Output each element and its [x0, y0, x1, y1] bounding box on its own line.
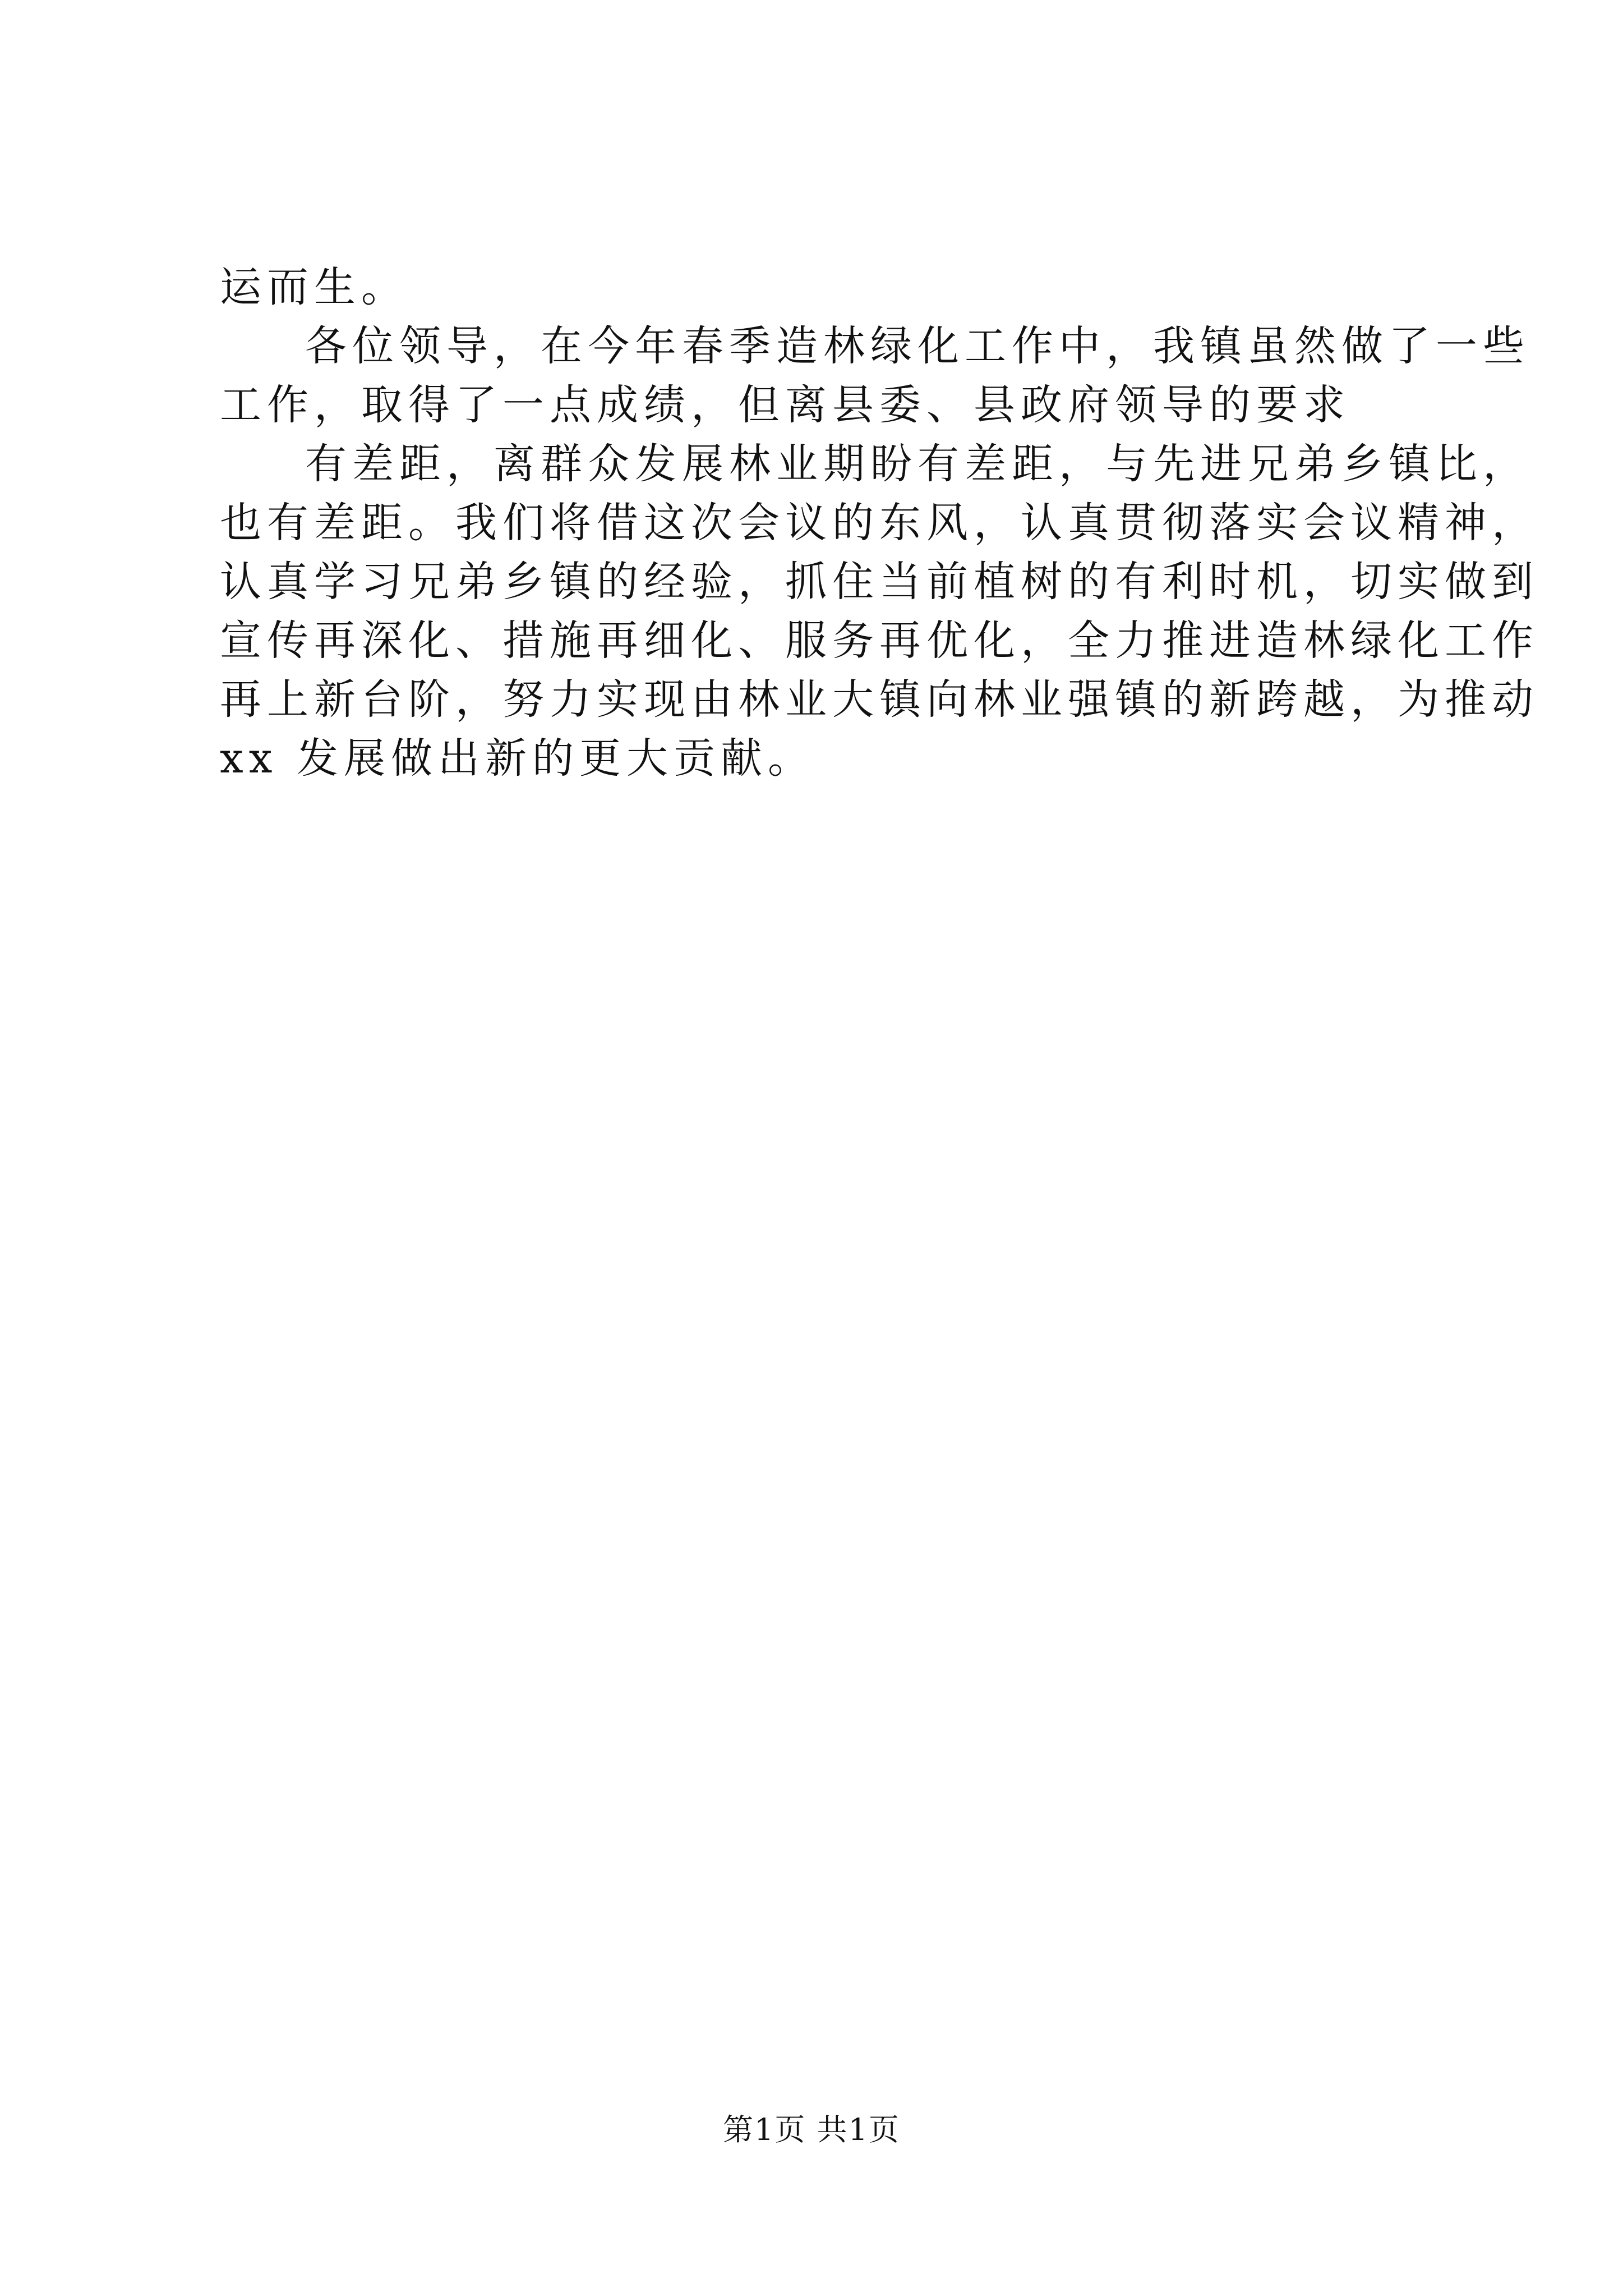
text-line: xx 发展做出新的更大贡献。: [220, 734, 815, 783]
text-line: 运而生。: [220, 263, 408, 311]
document-body: [220, 258, 1539, 788]
text-line: 认真学习兄弟乡镇的经验，抓住当前植树的有利时机，切实做到: [220, 558, 1539, 606]
text-line: 工作，取得了一点成绩，但离县委、县政府领导的要求: [220, 381, 1350, 429]
text-line: 宣传再深化、措施再细化、服务再优化，全力推进造林绿化工作: [220, 616, 1539, 665]
paragraph-start-line: 各位领导，在今年春季造林绿化工作中，我镇虽然做了一些: [305, 322, 1530, 370]
paragraph-start-line: 有差距，离群众发展林业期盼有差距，与先进兄弟乡镇比，: [305, 440, 1530, 488]
text-line: 再上新台阶，努力实现由林业大镇向林业强镇的新跨越，为推动: [220, 675, 1539, 724]
text-line: 也有差距。我们将借这次会议的东风，认真贯彻落实会议精神，: [220, 499, 1539, 547]
page-number-footer: 第1页 共1页: [723, 2112, 900, 2147]
